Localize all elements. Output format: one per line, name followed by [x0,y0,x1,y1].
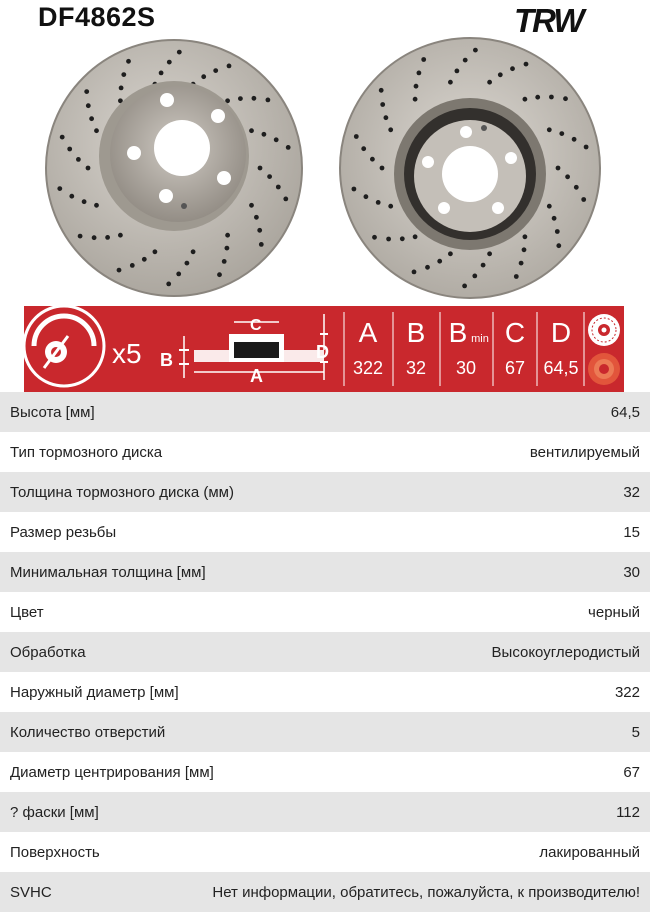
drill-hole [126,59,131,64]
drill-hole [455,69,460,74]
spec-table [0,392,650,912]
spec-value: вентилируемый [529,443,640,461]
drill-hole [354,134,359,139]
col-value-bmin: 30 [455,358,477,378]
spec-row [0,432,650,472]
drill-hole [421,57,426,62]
spec-value: Нет информации, обратитесь, пожалуйста, к производителю! [212,883,640,901]
drill-hole [437,259,442,264]
bolt-count: x5 [112,338,142,369]
spec-row [0,712,650,752]
drill-hole [384,115,389,120]
drill-hole [142,257,147,262]
drill-hole [514,274,519,279]
drill-hole [412,270,417,275]
bolt-pattern-icon [24,306,104,386]
drill-hole [414,84,419,89]
drill-hole [84,89,89,94]
spec-value: 32 [623,483,640,501]
drill-hole [519,261,524,266]
spec-label: Цвет [10,603,44,621]
drill-hole [76,157,81,162]
spec-value: Высокоуглеродистый [491,643,640,661]
disc-thumbnail-icon-alt [588,353,620,385]
drill-hole [57,186,62,191]
drill-hole [249,203,254,208]
spec-value: 322 [614,683,640,701]
drill-hole [463,58,468,63]
drill-hole [572,137,577,142]
dim-label-d: D [316,342,329,362]
drill-hole [254,215,259,220]
drill-hole [417,71,422,76]
drill-hole [252,96,257,101]
spec-value: 5 [631,723,640,741]
drill-hole [274,137,279,142]
drill-hole [191,249,196,254]
drill-hole [386,237,391,242]
spec-row [0,392,650,432]
drill-hole [67,147,72,152]
brake-disc-front-image [42,36,306,300]
spec-label: Количество отверстий [10,723,166,741]
drill-hole [487,80,492,85]
drill-hole [361,146,366,151]
drill-hole [413,97,418,102]
spec-label: SVHC [10,883,52,901]
drill-hole [130,263,135,268]
drill-hole [94,203,99,208]
drill-hole [584,145,589,150]
col-header-a: A [358,317,378,348]
drill-hole [372,235,377,240]
brake-disc-rear-image [336,36,604,300]
col-value-b: 32 [405,358,427,378]
drill-hole [92,235,97,240]
drill-hole [547,127,552,132]
drill-hole [555,229,560,234]
drill-hole [118,233,123,238]
drill-hole [523,234,528,239]
drill-hole [574,185,579,190]
drill-hole [556,243,561,248]
drill-hole [225,246,230,251]
drill-hole [121,72,126,77]
drill-hole [176,272,181,277]
dimension-banner [24,306,624,392]
drill-hole [556,166,561,171]
spec-row [0,752,650,792]
spec-label: Наружный диаметр [мм] [10,683,179,701]
spec-row [0,592,650,632]
drill-hole [259,242,264,247]
spec-value: 112 [616,803,640,821]
drill-hole [69,194,74,199]
drill-hole [524,62,529,67]
drill-hole [105,235,110,240]
spec-row [0,512,650,552]
drill-hole [462,284,467,289]
drill-hole [82,199,87,204]
drill-hole [413,234,418,239]
col-header-b: B [406,317,426,348]
col-header-bmin: B [448,317,468,348]
drill-hole [510,66,515,71]
drill-hole [159,71,164,76]
drill-hole [523,97,528,102]
spec-value: черный [588,603,640,621]
drill-hole [581,197,586,202]
drill-hole [225,233,230,238]
spec-label: Толщина тормозного диска (мм) [10,483,234,501]
dim-label-b: B [160,350,173,370]
col-value-c: 67 [504,358,526,378]
drill-hole [380,102,385,107]
drill-hole [425,265,430,270]
drill-hole [166,282,171,287]
product-header [0,0,650,300]
spec-label: ? фаски [мм] [10,803,99,821]
drill-hole [563,96,568,101]
drill-hole [201,74,206,79]
drill-hole [283,197,288,202]
drill-hole [559,131,564,136]
drill-hole [94,128,99,133]
drill-hole [472,274,477,279]
drill-hole [376,200,381,205]
drill-hole [238,96,243,101]
drill-hole [213,68,218,73]
spec-row [0,872,650,912]
drill-hole [481,263,486,268]
col-value-d: 64,5 [543,358,579,378]
spec-label: Размер резьбы [10,523,117,541]
drill-hole [117,268,122,273]
spec-row [0,472,650,512]
drill-hole [86,166,91,171]
drill-hole [498,72,503,77]
col-header-bmin-sub: min [471,333,489,345]
drill-hole [217,272,222,277]
spec-row [0,792,650,832]
disc-thumbnail-icon [588,314,620,346]
drill-hole [258,166,263,171]
drill-hole [249,128,254,133]
drill-hole [388,127,393,132]
drill-hole [286,145,291,150]
drill-hole [552,216,557,221]
drill-hole [222,259,227,264]
drill-hole [262,132,267,137]
drill-hole [547,204,552,209]
spec-label: Обработка [10,643,86,661]
drill-hole [276,185,281,190]
drill-hole [266,98,271,103]
drill-hole [167,60,172,65]
spec-row [0,832,650,872]
brand-logo: TRW [514,2,583,39]
spec-label: Минимальная толщина [мм] [10,563,206,581]
spec-label: Поверхность [10,843,100,861]
spec-row [0,552,650,592]
dimension-table [344,312,584,386]
drill-hole [388,204,393,209]
col-header-c: C [504,317,526,348]
drill-hole [89,116,94,121]
spec-value: 64,5 [610,403,640,421]
drill-hole [227,64,232,69]
drill-hole [86,103,91,108]
drill-hole [185,261,190,266]
spec-value: 67 [623,763,640,781]
drill-hole [565,174,570,179]
drill-hole [60,135,65,140]
drill-hole [487,251,492,256]
drill-hole [549,95,554,100]
drill-hole [522,247,527,252]
spec-label: Диаметр центрирования [мм] [10,763,214,781]
drill-hole [352,187,357,192]
drill-hole [78,234,83,239]
spec-value: 30 [623,563,640,581]
drill-hole [267,174,272,179]
drill-hole [364,194,369,199]
spec-label: Тип тормозного диска [10,443,163,461]
drill-hole [448,80,453,85]
spec-row [0,672,650,712]
dim-label-a: A [250,366,263,386]
col-header-d: D [550,317,572,348]
dim-label-c: C [250,317,262,334]
drill-hole [473,48,478,53]
drill-hole [379,88,384,93]
col-value-a: 322 [352,358,384,378]
drill-hole [153,249,158,254]
drill-hole [448,251,453,256]
spec-label: Высота [мм] [10,403,95,421]
drill-hole [370,157,375,162]
spec-value: лакированный [539,843,640,861]
drill-hole [380,166,385,171]
part-number: DF4862S [38,2,156,32]
drill-hole [535,95,540,100]
drill-hole [400,236,405,241]
drill-hole [119,86,124,91]
drill-hole [257,228,262,233]
drill-hole [177,50,182,55]
spec-row [0,632,650,672]
spec-value: 15 [623,523,640,541]
